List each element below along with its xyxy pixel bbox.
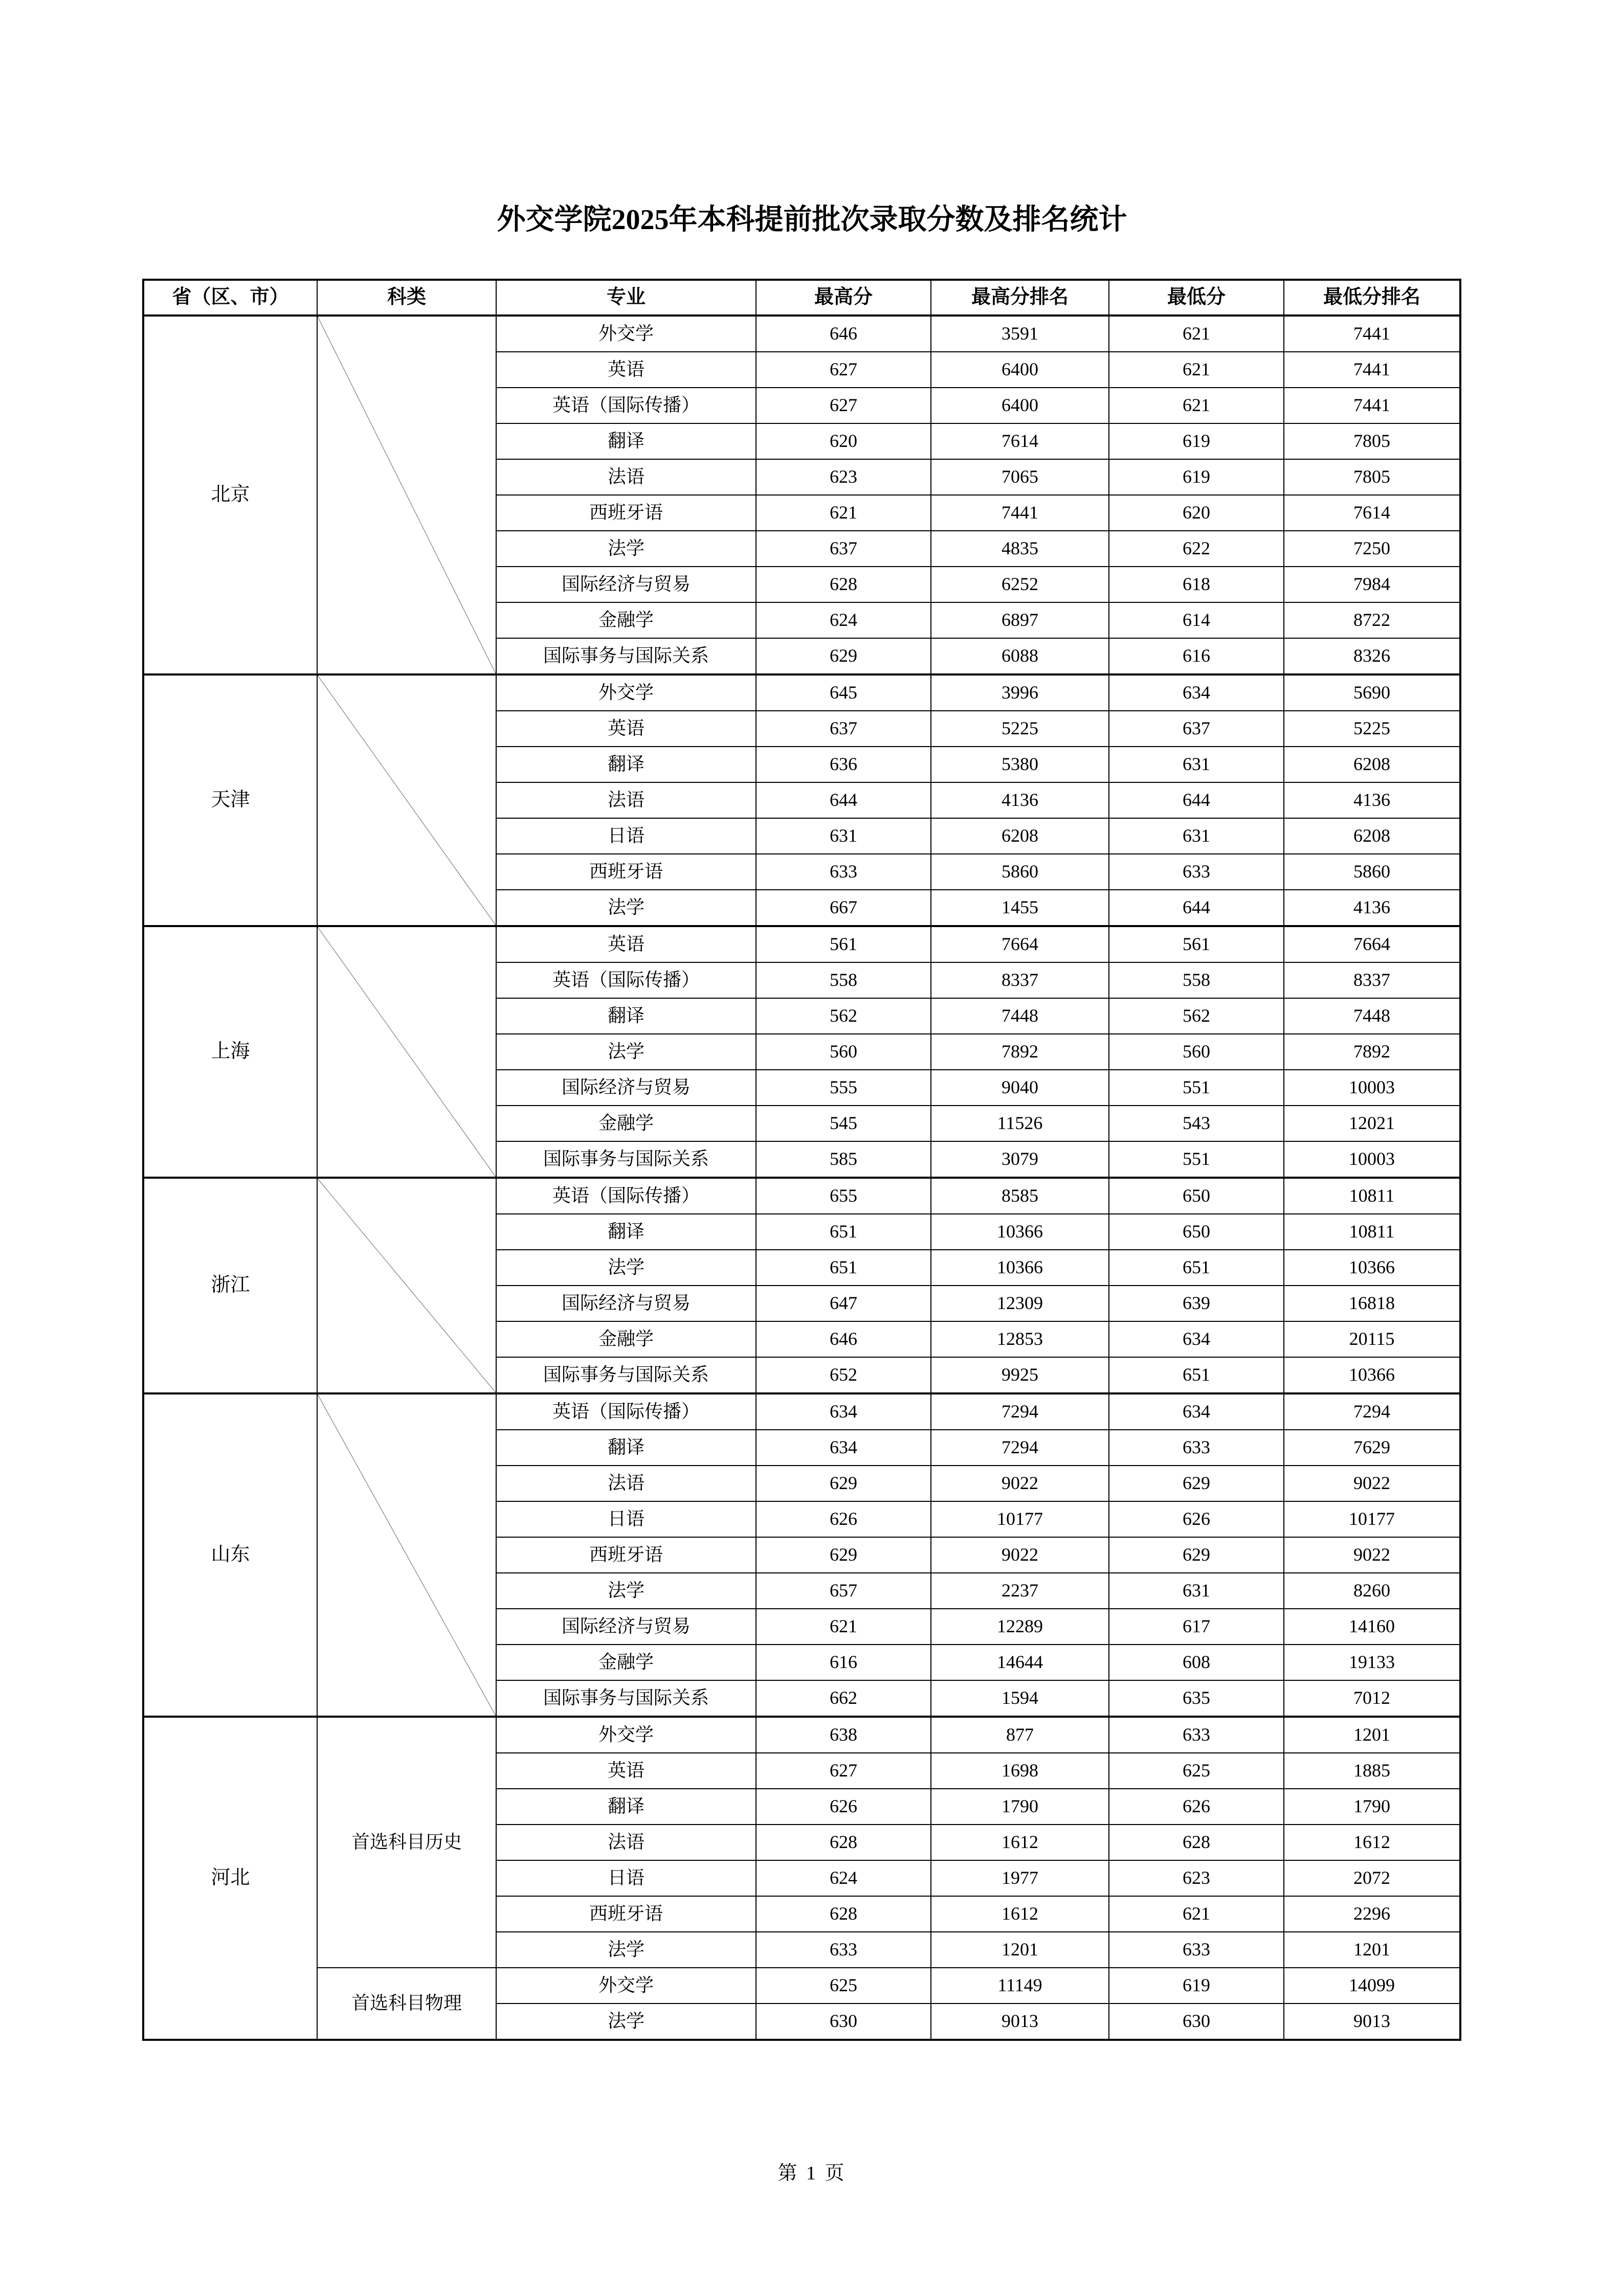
major-cell: 国际经济与贸易 <box>496 1609 756 1645</box>
category-cell-slash <box>317 926 496 1178</box>
highest-rank-cell: 8585 <box>931 1178 1109 1214</box>
major-cell: 法学 <box>496 531 756 567</box>
highest-score-cell: 644 <box>756 782 931 818</box>
highest-rank-cell: 10366 <box>931 1214 1109 1250</box>
admission-score-table <box>142 279 1461 2041</box>
highest-rank-cell: 1201 <box>931 1932 1109 1968</box>
lowest-rank-cell: 6208 <box>1284 818 1460 854</box>
highest-score-cell: 633 <box>756 1932 931 1968</box>
major-cell: 法学 <box>496 1250 756 1286</box>
lowest-score-cell: 637 <box>1109 711 1284 747</box>
province-cell: 上海 <box>143 926 317 1178</box>
table-row <box>143 1178 1460 1214</box>
major-cell: 英语（国际传播） <box>496 388 756 423</box>
highest-rank-cell: 10177 <box>931 1501 1109 1537</box>
lowest-score-cell: 562 <box>1109 998 1284 1034</box>
highest-rank-cell: 6400 <box>931 388 1109 423</box>
column-header-highest-score: 最高分 <box>756 280 931 316</box>
highest-score-cell: 638 <box>756 1717 931 1753</box>
lowest-rank-cell: 9022 <box>1284 1466 1460 1501</box>
lowest-score-cell: 551 <box>1109 1141 1284 1178</box>
major-cell: 翻译 <box>496 998 756 1034</box>
highest-rank-cell: 12309 <box>931 1286 1109 1321</box>
lowest-rank-cell: 10177 <box>1284 1501 1460 1537</box>
lowest-rank-cell: 7805 <box>1284 459 1460 495</box>
lowest-rank-cell: 5860 <box>1284 854 1460 890</box>
highest-score-cell: 634 <box>756 1393 931 1430</box>
highest-score-cell: 627 <box>756 1753 931 1789</box>
major-cell: 翻译 <box>496 747 756 782</box>
major-cell: 金融学 <box>496 602 756 638</box>
highest-rank-cell: 7664 <box>931 926 1109 962</box>
column-header-lowest-rank: 最低分排名 <box>1284 280 1460 316</box>
highest-score-cell: 624 <box>756 602 931 638</box>
major-cell: 西班牙语 <box>496 495 756 531</box>
highest-rank-cell: 9022 <box>931 1537 1109 1573</box>
lowest-rank-cell: 8337 <box>1284 962 1460 998</box>
lowest-score-cell: 543 <box>1109 1106 1284 1141</box>
lowest-rank-cell: 12021 <box>1284 1106 1460 1141</box>
lowest-score-cell: 621 <box>1109 352 1284 388</box>
highest-rank-cell: 7294 <box>931 1393 1109 1430</box>
major-cell: 金融学 <box>496 1321 756 1357</box>
lowest-score-cell: 626 <box>1109 1789 1284 1825</box>
lowest-score-cell: 620 <box>1109 495 1284 531</box>
lowest-score-cell: 623 <box>1109 1860 1284 1896</box>
lowest-rank-cell: 1885 <box>1284 1753 1460 1789</box>
lowest-score-cell: 650 <box>1109 1214 1284 1250</box>
province-cell: 北京 <box>143 316 317 674</box>
major-cell: 外交学 <box>496 674 756 711</box>
highest-score-cell: 651 <box>756 1250 931 1286</box>
lowest-rank-cell: 7448 <box>1284 998 1460 1034</box>
highest-rank-cell: 7448 <box>931 998 1109 1034</box>
lowest-rank-cell: 2072 <box>1284 1860 1460 1896</box>
highest-score-cell: 560 <box>756 1034 931 1070</box>
lowest-rank-cell: 9022 <box>1284 1537 1460 1573</box>
lowest-rank-cell: 10811 <box>1284 1178 1460 1214</box>
highest-rank-cell: 1594 <box>931 1680 1109 1717</box>
major-cell: 国际事务与国际关系 <box>496 638 756 674</box>
lowest-score-cell: 634 <box>1109 674 1284 711</box>
highest-score-cell: 631 <box>756 818 931 854</box>
highest-rank-cell: 1698 <box>931 1753 1109 1789</box>
highest-score-cell: 616 <box>756 1645 931 1680</box>
major-cell: 国际经济与贸易 <box>496 1286 756 1321</box>
highest-score-cell: 620 <box>756 423 931 459</box>
highest-score-cell: 637 <box>756 711 931 747</box>
lowest-rank-cell: 8326 <box>1284 638 1460 674</box>
highest-rank-cell: 9013 <box>931 2004 1109 2040</box>
major-cell: 法学 <box>496 1932 756 1968</box>
highest-rank-cell: 12853 <box>931 1321 1109 1357</box>
category-cell-slash <box>317 1393 496 1717</box>
table-row <box>143 1717 1460 1753</box>
column-header-highest-rank: 最高分排名 <box>931 280 1109 316</box>
lowest-score-cell: 621 <box>1109 316 1284 352</box>
highest-score-cell: 655 <box>756 1178 931 1214</box>
highest-rank-cell: 877 <box>931 1717 1109 1753</box>
highest-score-cell: 627 <box>756 388 931 423</box>
major-cell: 国际经济与贸易 <box>496 1070 756 1106</box>
highest-score-cell: 623 <box>756 459 931 495</box>
lowest-rank-cell: 7892 <box>1284 1034 1460 1070</box>
table-header-row <box>143 280 1460 316</box>
highest-rank-cell: 4835 <box>931 531 1109 567</box>
lowest-rank-cell: 4136 <box>1284 782 1460 818</box>
lowest-score-cell: 616 <box>1109 638 1284 674</box>
lowest-rank-cell: 10366 <box>1284 1357 1460 1393</box>
highest-rank-cell: 5225 <box>931 711 1109 747</box>
highest-rank-cell: 6208 <box>931 818 1109 854</box>
lowest-rank-cell: 7294 <box>1284 1393 1460 1430</box>
lowest-score-cell: 628 <box>1109 1825 1284 1860</box>
province-cell: 山东 <box>143 1393 317 1717</box>
major-cell: 国际事务与国际关系 <box>496 1680 756 1717</box>
lowest-rank-cell: 7805 <box>1284 423 1460 459</box>
major-cell: 法语 <box>496 1466 756 1501</box>
lowest-rank-cell: 7441 <box>1284 352 1460 388</box>
lowest-rank-cell: 7984 <box>1284 567 1460 602</box>
lowest-score-cell: 651 <box>1109 1250 1284 1286</box>
highest-rank-cell: 8337 <box>931 962 1109 998</box>
category-cell: 首选科目历史 <box>317 1717 496 1968</box>
lowest-score-cell: 631 <box>1109 818 1284 854</box>
highest-score-cell: 662 <box>756 1680 931 1717</box>
lowest-rank-cell: 7012 <box>1284 1680 1460 1717</box>
highest-rank-cell: 6252 <box>931 567 1109 602</box>
major-cell: 国际事务与国际关系 <box>496 1141 756 1178</box>
highest-rank-cell: 6897 <box>931 602 1109 638</box>
major-cell: 西班牙语 <box>496 854 756 890</box>
lowest-rank-cell: 4136 <box>1284 890 1460 926</box>
highest-score-cell: 657 <box>756 1573 931 1609</box>
highest-rank-cell: 7294 <box>931 1430 1109 1466</box>
highest-rank-cell: 1455 <box>931 890 1109 926</box>
highest-rank-cell: 7065 <box>931 459 1109 495</box>
highest-score-cell: 652 <box>756 1357 931 1393</box>
highest-rank-cell: 3996 <box>931 674 1109 711</box>
lowest-rank-cell: 10003 <box>1284 1070 1460 1106</box>
highest-rank-cell: 1977 <box>931 1860 1109 1896</box>
highest-score-cell: 562 <box>756 998 931 1034</box>
major-cell: 英语（国际传播） <box>496 1393 756 1430</box>
highest-score-cell: 645 <box>756 674 931 711</box>
highest-rank-cell: 10366 <box>931 1250 1109 1286</box>
province-cell: 河北 <box>143 1717 317 2040</box>
highest-score-cell: 625 <box>756 1968 931 2004</box>
highest-score-cell: 646 <box>756 1321 931 1357</box>
lowest-score-cell: 625 <box>1109 1753 1284 1789</box>
highest-score-cell: 651 <box>756 1214 931 1250</box>
table-row <box>143 1393 1460 1430</box>
lowest-rank-cell: 1201 <box>1284 1717 1460 1753</box>
lowest-score-cell: 631 <box>1109 1573 1284 1609</box>
highest-score-cell: 555 <box>756 1070 931 1106</box>
lowest-score-cell: 639 <box>1109 1286 1284 1321</box>
table-row <box>143 926 1460 962</box>
province-cell: 浙江 <box>143 1178 317 1393</box>
major-cell: 法学 <box>496 890 756 926</box>
major-cell: 法学 <box>496 2004 756 2040</box>
highest-score-cell: 628 <box>756 1896 931 1932</box>
lowest-score-cell: 633 <box>1109 1932 1284 1968</box>
highest-rank-cell: 7614 <box>931 423 1109 459</box>
major-cell: 外交学 <box>496 1717 756 1753</box>
lowest-rank-cell: 8722 <box>1284 602 1460 638</box>
highest-rank-cell: 12289 <box>931 1609 1109 1645</box>
highest-score-cell: 624 <box>756 1860 931 1896</box>
major-cell: 日语 <box>496 1860 756 1896</box>
lowest-score-cell: 558 <box>1109 962 1284 998</box>
lowest-rank-cell: 10811 <box>1284 1214 1460 1250</box>
highest-rank-cell: 9925 <box>931 1357 1109 1393</box>
highest-score-cell: 647 <box>756 1286 931 1321</box>
lowest-score-cell: 629 <box>1109 1537 1284 1573</box>
lowest-rank-cell: 7614 <box>1284 495 1460 531</box>
major-cell: 翻译 <box>496 1430 756 1466</box>
lowest-score-cell: 650 <box>1109 1178 1284 1214</box>
highest-rank-cell: 7892 <box>931 1034 1109 1070</box>
highest-score-cell: 558 <box>756 962 931 998</box>
lowest-rank-cell: 2296 <box>1284 1896 1460 1932</box>
highest-score-cell: 621 <box>756 495 931 531</box>
major-cell: 翻译 <box>496 423 756 459</box>
major-cell: 西班牙语 <box>496 1537 756 1573</box>
major-cell: 英语（国际传播） <box>496 1178 756 1214</box>
major-cell: 法语 <box>496 782 756 818</box>
highest-rank-cell: 11526 <box>931 1106 1109 1141</box>
lowest-rank-cell: 16818 <box>1284 1286 1460 1321</box>
category-cell-slash <box>317 1178 496 1393</box>
lowest-rank-cell: 20115 <box>1284 1321 1460 1357</box>
highest-rank-cell: 9022 <box>931 1466 1109 1501</box>
major-cell: 英语 <box>496 926 756 962</box>
score-table-container <box>142 279 1459 2041</box>
lowest-score-cell: 626 <box>1109 1501 1284 1537</box>
highest-rank-cell: 1612 <box>931 1896 1109 1932</box>
lowest-rank-cell: 7441 <box>1284 316 1460 352</box>
lowest-score-cell: 634 <box>1109 1321 1284 1357</box>
major-cell: 日语 <box>496 1501 756 1537</box>
major-cell: 西班牙语 <box>496 1896 756 1932</box>
lowest-rank-cell: 1201 <box>1284 1932 1460 1968</box>
column-header-major: 专业 <box>496 280 756 316</box>
highest-score-cell: 630 <box>756 2004 931 2040</box>
lowest-score-cell: 644 <box>1109 782 1284 818</box>
lowest-rank-cell: 1612 <box>1284 1825 1460 1860</box>
lowest-rank-cell: 14160 <box>1284 1609 1460 1645</box>
lowest-rank-cell: 9013 <box>1284 2004 1460 2040</box>
highest-rank-cell: 7441 <box>931 495 1109 531</box>
lowest-rank-cell: 8260 <box>1284 1573 1460 1609</box>
highest-score-cell: 545 <box>756 1106 931 1141</box>
highest-score-cell: 621 <box>756 1609 931 1645</box>
highest-score-cell: 636 <box>756 747 931 782</box>
major-cell: 英语 <box>496 711 756 747</box>
lowest-score-cell: 634 <box>1109 1393 1284 1430</box>
lowest-score-cell: 608 <box>1109 1645 1284 1680</box>
lowest-score-cell: 644 <box>1109 890 1284 926</box>
lowest-rank-cell: 6208 <box>1284 747 1460 782</box>
major-cell: 法学 <box>496 1573 756 1609</box>
lowest-score-cell: 630 <box>1109 2004 1284 2040</box>
major-cell: 金融学 <box>496 1645 756 1680</box>
major-cell: 法语 <box>496 1825 756 1860</box>
lowest-rank-cell: 7250 <box>1284 531 1460 567</box>
major-cell: 法学 <box>496 1034 756 1070</box>
highest-rank-cell: 1612 <box>931 1825 1109 1860</box>
highest-score-cell: 667 <box>756 890 931 926</box>
lowest-score-cell: 619 <box>1109 423 1284 459</box>
major-cell: 金融学 <box>496 1106 756 1141</box>
highest-score-cell: 634 <box>756 1430 931 1466</box>
highest-score-cell: 629 <box>756 638 931 674</box>
table-body <box>143 316 1460 2040</box>
highest-rank-cell: 5380 <box>931 747 1109 782</box>
major-cell: 翻译 <box>496 1789 756 1825</box>
category-cell-slash <box>317 674 496 926</box>
lowest-rank-cell: 7629 <box>1284 1430 1460 1466</box>
lowest-score-cell: 633 <box>1109 854 1284 890</box>
lowest-score-cell: 617 <box>1109 1609 1284 1645</box>
lowest-score-cell: 635 <box>1109 1680 1284 1717</box>
major-cell: 英语（国际传播） <box>496 962 756 998</box>
highest-rank-cell: 2237 <box>931 1573 1109 1609</box>
major-cell: 英语 <box>496 352 756 388</box>
lowest-rank-cell: 19133 <box>1284 1645 1460 1680</box>
lowest-score-cell: 622 <box>1109 531 1284 567</box>
lowest-score-cell: 619 <box>1109 459 1284 495</box>
highest-score-cell: 629 <box>756 1537 931 1573</box>
table-row <box>143 316 1460 352</box>
lowest-score-cell: 651 <box>1109 1357 1284 1393</box>
highest-score-cell: 585 <box>756 1141 931 1178</box>
lowest-score-cell: 621 <box>1109 388 1284 423</box>
page-footer: 第 1 页 <box>777 2163 847 2184</box>
highest-rank-cell: 3079 <box>931 1141 1109 1178</box>
highest-score-cell: 646 <box>756 316 931 352</box>
lowest-score-cell: 621 <box>1109 1896 1284 1932</box>
lowest-rank-cell: 14099 <box>1284 1968 1460 2004</box>
lowest-score-cell: 619 <box>1109 1968 1284 2004</box>
lowest-rank-cell: 1790 <box>1284 1789 1460 1825</box>
lowest-score-cell: 618 <box>1109 567 1284 602</box>
highest-score-cell: 628 <box>756 1825 931 1860</box>
table-header <box>143 280 1460 316</box>
highest-score-cell: 627 <box>756 352 931 388</box>
highest-rank-cell: 14644 <box>931 1645 1109 1680</box>
major-cell: 日语 <box>496 818 756 854</box>
highest-rank-cell: 6088 <box>931 638 1109 674</box>
page-title: 外交学院2025年本科提前批次录取分数及排名统计 <box>497 204 1127 236</box>
highest-rank-cell: 1790 <box>931 1789 1109 1825</box>
highest-score-cell: 626 <box>756 1501 931 1537</box>
major-cell: 国际经济与贸易 <box>496 567 756 602</box>
lowest-rank-cell: 10366 <box>1284 1250 1460 1286</box>
highest-rank-cell: 5860 <box>931 854 1109 890</box>
lowest-rank-cell: 5225 <box>1284 711 1460 747</box>
highest-rank-cell: 3591 <box>931 316 1109 352</box>
highest-rank-cell: 11149 <box>931 1968 1109 2004</box>
major-cell: 英语 <box>496 1753 756 1789</box>
major-cell: 翻译 <box>496 1214 756 1250</box>
highest-rank-cell: 6400 <box>931 352 1109 388</box>
table-row <box>143 674 1460 711</box>
province-cell: 天津 <box>143 674 317 926</box>
lowest-score-cell: 629 <box>1109 1466 1284 1501</box>
column-header-lowest-score: 最低分 <box>1109 280 1284 316</box>
major-cell: 外交学 <box>496 1968 756 2004</box>
category-cell: 首选科目物理 <box>317 1968 496 2040</box>
highest-score-cell: 629 <box>756 1466 931 1501</box>
column-header-category: 科类 <box>317 280 496 316</box>
highest-score-cell: 628 <box>756 567 931 602</box>
highest-score-cell: 626 <box>756 1789 931 1825</box>
lowest-rank-cell: 7441 <box>1284 388 1460 423</box>
table-row <box>143 1968 1460 2004</box>
lowest-score-cell: 560 <box>1109 1034 1284 1070</box>
lowest-score-cell: 551 <box>1109 1070 1284 1106</box>
lowest-score-cell: 614 <box>1109 602 1284 638</box>
column-header-province: 省（区、市） <box>143 280 317 316</box>
highest-rank-cell: 4136 <box>931 782 1109 818</box>
highest-score-cell: 561 <box>756 926 931 962</box>
major-cell: 外交学 <box>496 316 756 352</box>
major-cell: 国际事务与国际关系 <box>496 1357 756 1393</box>
lowest-score-cell: 631 <box>1109 747 1284 782</box>
lowest-score-cell: 561 <box>1109 926 1284 962</box>
lowest-score-cell: 633 <box>1109 1430 1284 1466</box>
category-cell-slash <box>317 316 496 674</box>
highest-score-cell: 637 <box>756 531 931 567</box>
major-cell: 法语 <box>496 459 756 495</box>
lowest-rank-cell: 7664 <box>1284 926 1460 962</box>
highest-rank-cell: 9040 <box>931 1070 1109 1106</box>
highest-score-cell: 633 <box>756 854 931 890</box>
lowest-rank-cell: 5690 <box>1284 674 1460 711</box>
lowest-rank-cell: 10003 <box>1284 1141 1460 1178</box>
lowest-score-cell: 633 <box>1109 1717 1284 1753</box>
